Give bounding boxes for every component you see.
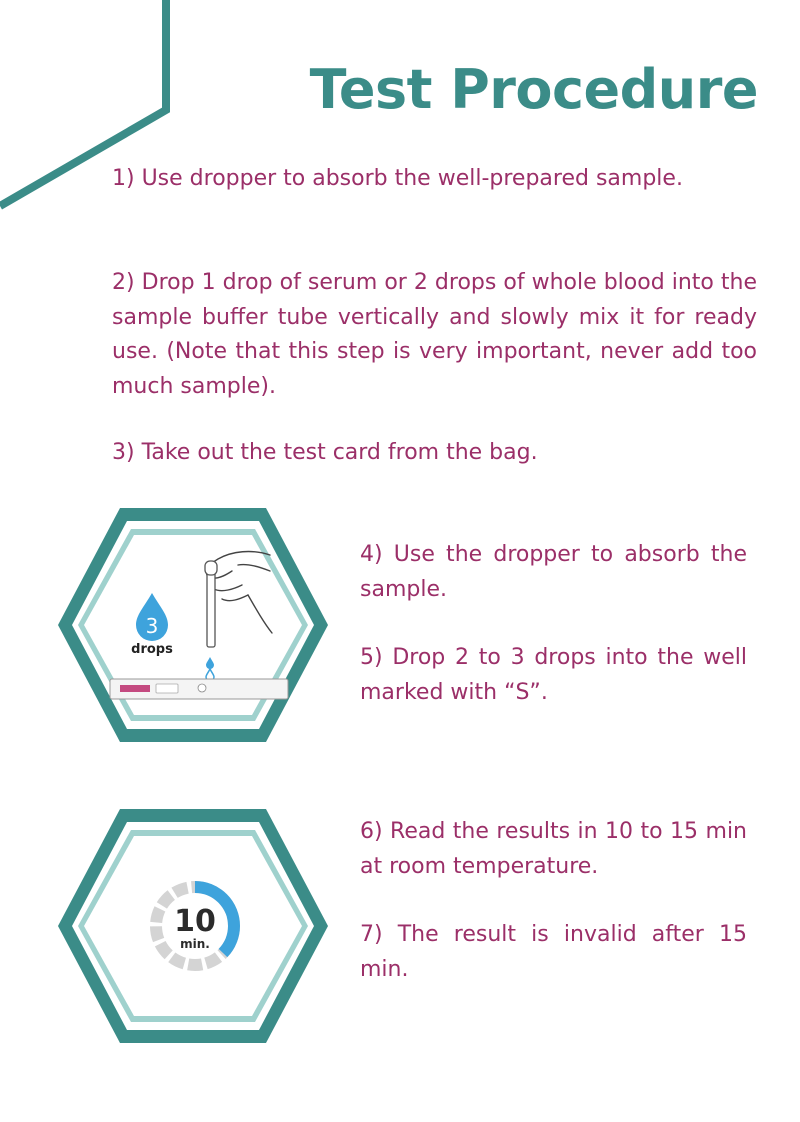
step-1: 1) Use dropper to absorb the well-prepared sample. [112, 166, 683, 191]
timer-illustration [52, 806, 334, 1046]
page-title: Test Procedure [309, 58, 758, 121]
dropper-illustration [52, 505, 334, 745]
step-3: 3) Take out the test card from the bag. [112, 440, 538, 465]
timer-number: 10 [174, 904, 216, 939]
drops-label: drops [131, 642, 173, 657]
drops-count: 3 [145, 614, 159, 638]
step-4: 4) Use the dropper to absorb the sample. [360, 542, 747, 602]
step-5: 5) Drop 2 to 3 drops into the well marked with “S”. [360, 645, 747, 705]
test-cassette-icon [110, 679, 288, 699]
dropper-icon [205, 561, 217, 647]
step-6: 6) Read the results in 10 to 15 min at room temperature. [360, 819, 747, 879]
step-2: 2) Drop 1 drop of serum or 2 drops of whole blood into the sample buffer tube vertically and slowly mix it for ready use. (Note that this step is very important, never add too much sample). [112, 270, 757, 399]
timer-unit: min. [180, 937, 210, 951]
step-7: 7) The result is invalid after 15 min. [360, 922, 747, 982]
